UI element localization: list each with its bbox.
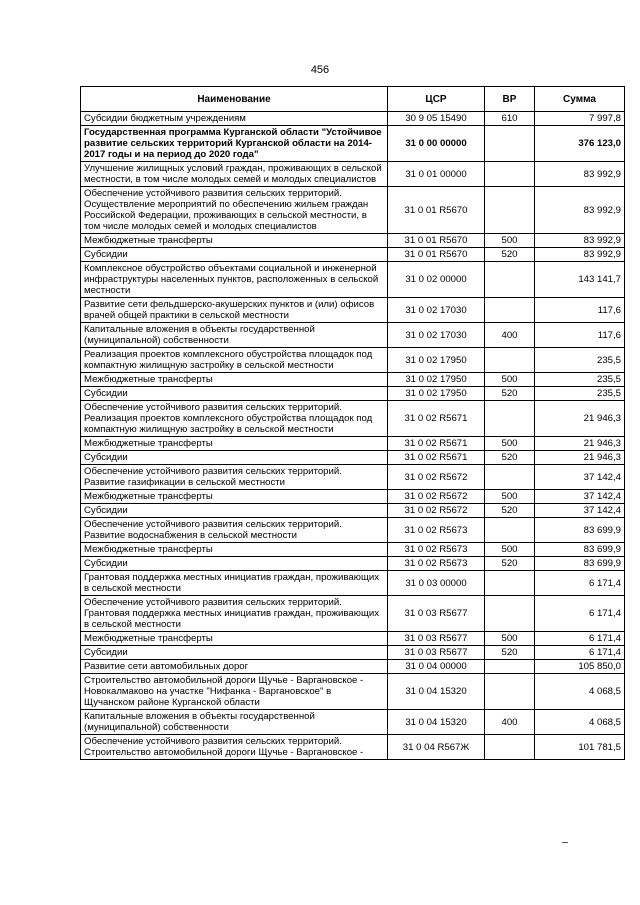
- cell-name: Обеспечение устойчивого развития сельских территорий. Развитие газификации в сельской местности: [81, 465, 388, 490]
- cell-name: Межбюджетные трансферты: [81, 632, 388, 646]
- header-csr: ЦСР: [388, 87, 485, 112]
- cell-csr: 31 0 04 R567Ж: [388, 735, 485, 760]
- table-row: [81, 373, 625, 387]
- table-row: [81, 710, 625, 735]
- cell-vr: 520: [485, 248, 535, 262]
- cell-name: Капитальные вложения в объекты государственной (муниципальной) собственности: [81, 323, 388, 348]
- cell-csr: 31 0 02 R5672: [388, 465, 485, 490]
- table-row: [81, 112, 625, 126]
- table-row: [81, 248, 625, 262]
- cell-vr: [485, 126, 535, 162]
- cell-vr: 520: [485, 451, 535, 465]
- cell-name: Межбюджетные трансферты: [81, 373, 388, 387]
- cell-csr: 31 0 04 00000: [388, 660, 485, 674]
- cell-csr: 31 0 02 R5673: [388, 543, 485, 557]
- table-row: [81, 674, 625, 710]
- table-row: [81, 234, 625, 248]
- cell-sum: 235,5: [535, 373, 625, 387]
- cell-name: Комплексное обустройство объектами социальной и инженерной инфраструктуры населенных пунктов, расположенных в сельской местности: [81, 262, 388, 298]
- cell-csr: 31 0 01 R5670: [388, 248, 485, 262]
- cell-vr: [485, 465, 535, 490]
- cell-sum: 376 123,0: [535, 126, 625, 162]
- cell-sum: 7 997,8: [535, 112, 625, 126]
- cell-sum: 21 946,3: [535, 451, 625, 465]
- cell-name: Субсидии: [81, 387, 388, 401]
- cell-vr: 500: [485, 373, 535, 387]
- cell-vr: [485, 348, 535, 373]
- cell-sum: 21 946,3: [535, 437, 625, 451]
- table-row: [81, 298, 625, 323]
- cell-csr: 31 0 00 00000: [388, 126, 485, 162]
- table-row: [81, 518, 625, 543]
- table-row: [81, 490, 625, 504]
- cell-csr: 31 0 02 17950: [388, 373, 485, 387]
- cell-csr: 31 0 02 17950: [388, 348, 485, 373]
- cell-sum: 6 171,4: [535, 571, 625, 596]
- cell-name: Реализация проектов комплексного обустройства площадок под компактную жилищную застройку в сельской местности: [81, 348, 388, 373]
- cell-vr: 500: [485, 632, 535, 646]
- table-row: [81, 596, 625, 632]
- cell-vr: 520: [485, 387, 535, 401]
- header-sum: Сумма: [535, 87, 625, 112]
- table-row: [81, 543, 625, 557]
- cell-vr: 500: [485, 490, 535, 504]
- table-row: [81, 504, 625, 518]
- cell-csr: 31 0 02 17030: [388, 298, 485, 323]
- cell-name: Субсидии: [81, 504, 388, 518]
- cell-sum: 4 068,5: [535, 710, 625, 735]
- cell-sum: 83 699,9: [535, 543, 625, 557]
- cell-vr: [485, 735, 535, 760]
- cell-vr: 400: [485, 710, 535, 735]
- cell-name: Субсидии: [81, 646, 388, 660]
- table-row: [81, 262, 625, 298]
- cell-vr: 500: [485, 543, 535, 557]
- cell-csr: 31 0 01 00000: [388, 162, 485, 187]
- cell-name: Межбюджетные трансферты: [81, 543, 388, 557]
- cell-sum: 117,6: [535, 323, 625, 348]
- cell-sum: 6 171,4: [535, 632, 625, 646]
- table-row: [81, 401, 625, 437]
- cell-sum: 105 850,0: [535, 660, 625, 674]
- table-row: [81, 557, 625, 571]
- table-row: [81, 126, 625, 162]
- table-row: [81, 437, 625, 451]
- cell-name: Межбюджетные трансферты: [81, 490, 388, 504]
- cell-sum: 4 068,5: [535, 674, 625, 710]
- table-row: [81, 632, 625, 646]
- cell-name: Капитальные вложения в объекты государственной (муниципальной) собственности: [81, 710, 388, 735]
- cell-sum: 83 699,9: [535, 518, 625, 543]
- header-name: Наименование: [81, 87, 388, 112]
- cell-vr: 610: [485, 112, 535, 126]
- cell-csr: 30 9 05 15490: [388, 112, 485, 126]
- cell-vr: [485, 571, 535, 596]
- cell-name: Обеспечение устойчивого развития сельских территорий. Строительство автомобильной дороги Щучье - Варгановское -: [81, 735, 388, 760]
- table-row: [81, 187, 625, 234]
- cell-csr: 31 0 04 15320: [388, 674, 485, 710]
- cell-name: Межбюджетные трансферты: [81, 234, 388, 248]
- table-row: [81, 162, 625, 187]
- cell-name: Строительство автомобильной дороги Щучье - Варгановское - Новокалмаково на участке "Нифанка - Варгановское" в Щучанском районе Курганской области: [81, 674, 388, 710]
- cell-name: Субсидии бюджетным учреждениям: [81, 112, 388, 126]
- cell-sum: 83 992,9: [535, 162, 625, 187]
- cell-csr: 31 0 02 R5671: [388, 401, 485, 437]
- table-row: [81, 660, 625, 674]
- cell-vr: [485, 262, 535, 298]
- cell-csr: 31 0 02 R5673: [388, 557, 485, 571]
- cell-csr: 31 0 02 R5673: [388, 518, 485, 543]
- cell-sum: 101 781,5: [535, 735, 625, 760]
- cell-sum: 21 946,3: [535, 401, 625, 437]
- cell-sum: 37 142,4: [535, 465, 625, 490]
- table-row: [81, 571, 625, 596]
- cell-csr: 31 0 02 R5672: [388, 504, 485, 518]
- cell-vr: 520: [485, 646, 535, 660]
- cell-csr: 31 0 02 17950: [388, 387, 485, 401]
- cell-csr: 31 0 03 R5677: [388, 632, 485, 646]
- cell-sum: 83 992,9: [535, 248, 625, 262]
- budget-table: [80, 86, 625, 760]
- cell-csr: 31 0 01 R5670: [388, 234, 485, 248]
- cell-vr: 500: [485, 437, 535, 451]
- table-row: [81, 646, 625, 660]
- cell-name: Обеспечение устойчивого развития сельских территорий. Грантовая поддержка местных инициатив граждан, проживающих в сельской местности: [81, 596, 388, 632]
- cell-sum: 6 171,4: [535, 596, 625, 632]
- cell-vr: 520: [485, 557, 535, 571]
- cell-name: Субсидии: [81, 557, 388, 571]
- table-row: [81, 348, 625, 373]
- table-header-row: [81, 87, 625, 112]
- cell-vr: 500: [485, 234, 535, 248]
- cell-name: Субсидии: [81, 248, 388, 262]
- cell-name: Грантовая поддержка местных инициатив граждан, проживающих в сельской местности: [81, 571, 388, 596]
- cell-name: Обеспечение устойчивого развития сельских территорий. Осуществление мероприятий по обеспечению жильем граждан Российской Федерации, проживающих в сельской местности, в том числе молодых семей и молодых специалистов: [81, 187, 388, 234]
- cell-name: Государственная программа Курганской области "Устойчивое развитие сельских территорий Курганской области на 2014-2017 годы и на период до 2020 года": [81, 126, 388, 162]
- table-row: [81, 451, 625, 465]
- cell-sum: 117,6: [535, 298, 625, 323]
- cell-csr: 31 0 02 17030: [388, 323, 485, 348]
- table-row: [81, 735, 625, 760]
- cell-name: Обеспечение устойчивого развития сельских территорий. Реализация проектов комплексного обустройства площадок под компактную жилищную застройку в сельской местности: [81, 401, 388, 437]
- page-number: 456: [310, 64, 330, 76]
- cell-vr: [485, 162, 535, 187]
- header-vr: ВР: [485, 87, 535, 112]
- cell-name: Улучшение жилищных условий граждан, проживающих в сельской местности, в том числе молодых семей и молодых специалистов: [81, 162, 388, 187]
- cell-vr: [485, 187, 535, 234]
- cell-sum: 143 141,7: [535, 262, 625, 298]
- cell-csr: 31 0 02 R5671: [388, 437, 485, 451]
- cell-csr: 31 0 02 00000: [388, 262, 485, 298]
- cell-sum: 235,5: [535, 348, 625, 373]
- scan-mark: [562, 842, 568, 843]
- table-row: [81, 323, 625, 348]
- cell-vr: [485, 596, 535, 632]
- cell-vr: 400: [485, 323, 535, 348]
- cell-sum: 83 992,9: [535, 234, 625, 248]
- cell-vr: [485, 518, 535, 543]
- cell-vr: [485, 674, 535, 710]
- cell-sum: 37 142,4: [535, 504, 625, 518]
- cell-csr: 31 0 04 15320: [388, 710, 485, 735]
- cell-name: Развитие сети фельдшерско-акушерских пунктов и (или) офисов врачей общей практики в сельской местности: [81, 298, 388, 323]
- cell-csr: 31 0 03 R5677: [388, 646, 485, 660]
- cell-csr: 31 0 03 00000: [388, 571, 485, 596]
- table-row: [81, 387, 625, 401]
- cell-vr: 520: [485, 504, 535, 518]
- cell-sum: 6 171,4: [535, 646, 625, 660]
- cell-vr: [485, 660, 535, 674]
- cell-vr: [485, 401, 535, 437]
- cell-vr: [485, 298, 535, 323]
- cell-name: Субсидии: [81, 451, 388, 465]
- cell-csr: 31 0 02 R5672: [388, 490, 485, 504]
- cell-name: Межбюджетные трансферты: [81, 437, 388, 451]
- cell-sum: 83 699,9: [535, 557, 625, 571]
- cell-name: Развитие сети автомобильных дорог: [81, 660, 388, 674]
- table-body: [81, 112, 625, 760]
- cell-csr: 31 0 03 R5677: [388, 596, 485, 632]
- cell-sum: 37 142,4: [535, 490, 625, 504]
- cell-csr: 31 0 02 R5671: [388, 451, 485, 465]
- cell-sum: 83 992,9: [535, 187, 625, 234]
- table-row: [81, 465, 625, 490]
- cell-csr: 31 0 01 R5670: [388, 187, 485, 234]
- cell-name: Обеспечение устойчивого развития сельских территорий. Развитие водоснабжения в сельской местности: [81, 518, 388, 543]
- cell-sum: 235,5: [535, 387, 625, 401]
